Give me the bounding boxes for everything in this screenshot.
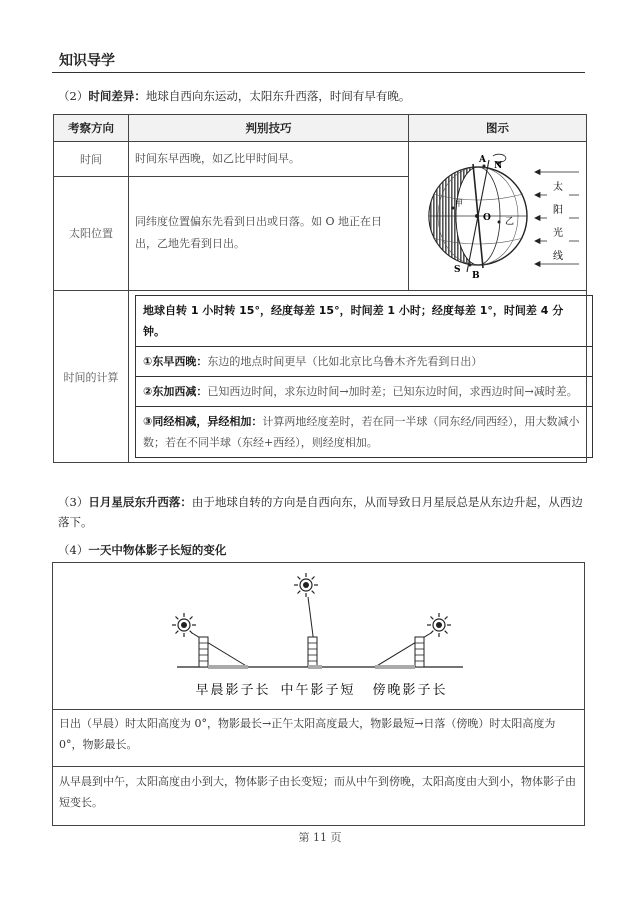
section-2-number: （2） <box>58 89 89 103</box>
row-sun-text: 同纬度位置偏东先看到日出或日落。如 O 地正在日出，乙地先看到日出。 <box>129 176 409 290</box>
calc-item-2-title: ②东加西减： <box>143 385 208 398</box>
calc-item-3-text: 计算两地经度差时，若在同一半球（同东经/同西经），用大数减小数；若在不同半球（东经+西经），则经度相加。 <box>143 415 580 449</box>
section-4-title: 一天中物体影子长短的变化 <box>88 543 227 557</box>
table-header-diagram: 图示 <box>409 115 587 142</box>
sunlight-char-1: 太 <box>553 182 563 193</box>
point-o <box>475 214 479 218</box>
row-calc-content <box>129 291 587 463</box>
header-title: 知识导学 <box>59 53 115 69</box>
evening-scene <box>375 613 451 669</box>
row-time-label: 时间 <box>54 142 129 177</box>
globe-diagram-cell <box>409 142 587 291</box>
row-time-text: 时间东早西晚，如乙比甲时间早。 <box>129 142 409 177</box>
evening-shadow <box>375 665 415 669</box>
calc-rule <box>136 296 593 347</box>
page-number: 第 11 页 <box>298 831 342 844</box>
shadow-text-2: 从早晨到中午，太阳高度由小到大，物体影子由长变短；而从中午到傍晚，太阳高度由大到小，物体影子由短变长。 <box>59 775 576 809</box>
morning-scene <box>172 613 248 669</box>
caption-morning: 早晨影子长 <box>195 683 271 698</box>
calc-item-3-title: ③同经相减，异经相加： <box>143 415 263 428</box>
shadow-diagram <box>53 563 584 709</box>
calc-item-1-text: 东边的地点时间更早（比如北京比乌鲁木齐先看到日出） <box>207 355 483 368</box>
table-header-technique: 判别技巧 <box>129 115 409 142</box>
section-3 <box>58 492 586 532</box>
header-rule <box>52 72 585 73</box>
noon-sun-icon <box>294 573 318 597</box>
caption-noon: 中午影子短 <box>280 683 356 698</box>
caption-evening: 傍晚影子长 <box>372 683 448 698</box>
calc-item-2-text: 已知西边时间，求东边时间→加时差；已知东边时间，求西边时间→减时差。 <box>207 385 578 398</box>
section-2-text: 地球自西向东运动，太阳东升西落，时间有早有晚。 <box>145 89 411 103</box>
sunlight-char-4: 线 <box>553 251 563 262</box>
calc-rule-text: 地球自转 1 小时转 15°，经度每差 15°，时间差 1 小时；经度每差 1°，时间差 4 分钟。 <box>143 304 564 338</box>
label-yi: 乙 <box>505 217 515 227</box>
calc-item-2 <box>136 377 593 407</box>
table-header-direction: 考察方向 <box>54 115 129 142</box>
calc-rules-table <box>135 295 593 458</box>
label-s: S <box>454 265 461 275</box>
label-a: A <box>479 155 486 165</box>
row-sun-label: 太阳位置 <box>54 176 129 290</box>
row-calc-label: 时间的计算 <box>54 291 129 463</box>
noon-shadow <box>308 665 322 669</box>
label-jia: 甲 <box>455 199 463 208</box>
sunlight-char-3: 光 <box>553 228 563 239</box>
time-difference-table <box>53 114 587 463</box>
section-2-title: 时间差异： <box>88 89 146 103</box>
noon-scene <box>294 573 322 669</box>
shadow-box <box>52 562 585 826</box>
section-4-heading <box>58 540 226 560</box>
shadow-text-1: 日出（早晨）时太阳高度为 0°，物影最长→正午太阳高度最大，物影最短→日落（傍晚）时太阳高度为 0°，物影最长。 <box>53 709 584 767</box>
point-yi <box>498 221 501 224</box>
section-3-text: 由于地球自转的方向是自西向东，从而导致日月星辰总是从东边升起，从西边落下。 <box>58 495 583 529</box>
section-3-number: （3） <box>58 495 89 509</box>
calc-item-1 <box>136 347 593 377</box>
label-n: N <box>494 161 503 171</box>
calc-item-1-title: ①东早西晚： <box>143 355 208 368</box>
morning-shadow <box>208 665 248 669</box>
calc-item-3 <box>136 407 593 458</box>
globe-diagram <box>409 142 587 290</box>
section-2-heading <box>58 86 410 106</box>
sunlight-char-2: 阳 <box>553 205 563 216</box>
label-o: O <box>483 213 491 223</box>
section-3-title: 日月星辰东升西落： <box>88 495 192 509</box>
point-b <box>469 264 472 267</box>
shadow-figure <box>53 563 584 710</box>
section-4-number: （4） <box>58 543 89 557</box>
label-b: B <box>472 271 480 281</box>
